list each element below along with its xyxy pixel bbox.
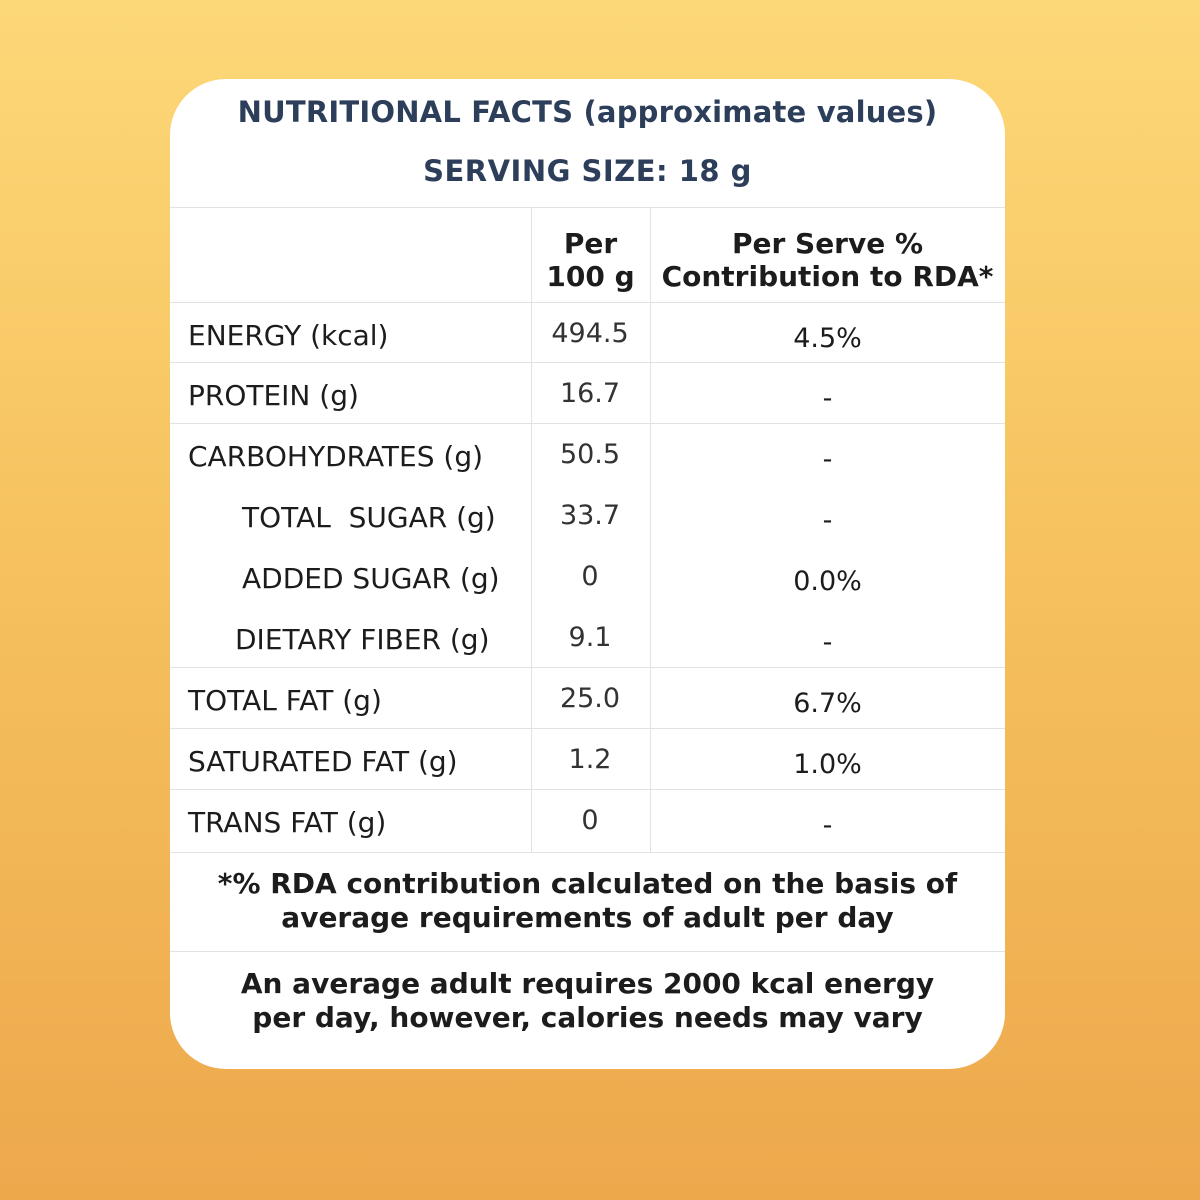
- divider: [170, 207, 1005, 208]
- nutrient-label: TRANS FAT (g): [188, 806, 387, 839]
- nutrient-label: ENERGY (kcal): [188, 319, 389, 352]
- nutrient-label: PROTEIN (g): [188, 379, 359, 412]
- per-100g-value: 25.0: [559, 683, 621, 714]
- nutrient-row-dietary-fiber: [170, 609, 1005, 670]
- rda-value: 1.0%: [793, 749, 862, 780]
- nutrient-label: SATURATED FAT (g): [188, 745, 458, 778]
- nutrient-row-carbohydrates: [170, 426, 1005, 487]
- per-100g-value: 16.7: [559, 378, 621, 409]
- nutrient-label: TOTAL SUGAR (g): [242, 501, 496, 534]
- nutrient-row-protein: [170, 365, 1005, 426]
- rda-value: -: [822, 383, 833, 414]
- nutrient-row-added-sugar: [170, 548, 1005, 609]
- footnote-line: average requirements of adult per day: [281, 901, 894, 934]
- serving-size: SERVING SIZE: 18 g: [423, 154, 752, 188]
- advice-line: An average adult requires 2000 kcal energy: [240, 967, 935, 1000]
- nutrition-facts-card: [170, 79, 1005, 1069]
- rda-value: 0.0%: [793, 566, 862, 597]
- energy-advice: [170, 967, 1005, 1035]
- column-header-per-100g: [531, 227, 650, 293]
- nutrient-label: CARBOHYDRATES (g): [188, 440, 484, 473]
- nutrition-title: NUTRITIONAL FACTS (approximate values): [237, 95, 938, 129]
- divider: [170, 852, 1005, 853]
- per-100g-value: 50.5: [559, 439, 621, 470]
- nutrient-row-saturated-fat: [170, 731, 1005, 792]
- column-header-rda: [650, 227, 1005, 293]
- per-100g-value: 0: [581, 561, 599, 592]
- column-header-line: 100 g: [546, 260, 635, 293]
- rda-value: -: [822, 444, 833, 475]
- rda-value: -: [822, 810, 833, 841]
- column-header-line: Per: [563, 227, 618, 260]
- per-100g-value: 494.5: [551, 318, 629, 349]
- nutrient-label: TOTAL FAT (g): [188, 684, 382, 717]
- per-100g-value: 1.2: [568, 744, 612, 775]
- column-header-line: Contribution to RDA*: [661, 260, 994, 293]
- column-header-line: Per Serve %: [731, 227, 924, 260]
- advice-line: per day, however, calories needs may vary: [252, 1001, 923, 1034]
- footnote-line: *% RDA contribution calculated on the basis of: [217, 867, 958, 900]
- divider: [170, 951, 1005, 952]
- rda-value: -: [822, 627, 833, 658]
- rda-value: -: [822, 505, 833, 536]
- nutrient-row-total-sugar: [170, 487, 1005, 548]
- nutrient-row-total-fat: [170, 670, 1005, 731]
- rda-value: 6.7%: [793, 688, 862, 719]
- nutrient-row-trans-fat: [170, 792, 1005, 853]
- per-100g-value: 0: [581, 805, 599, 836]
- rda-footnote: [170, 867, 1005, 935]
- nutrient-label: ADDED SUGAR (g): [242, 562, 500, 595]
- rda-value: 4.5%: [793, 323, 862, 354]
- per-100g-value: 9.1: [568, 622, 612, 653]
- per-100g-value: 33.7: [559, 500, 621, 531]
- nutrient-label: DIETARY FIBER (g): [235, 623, 490, 656]
- nutrient-row-energy: [170, 305, 1005, 366]
